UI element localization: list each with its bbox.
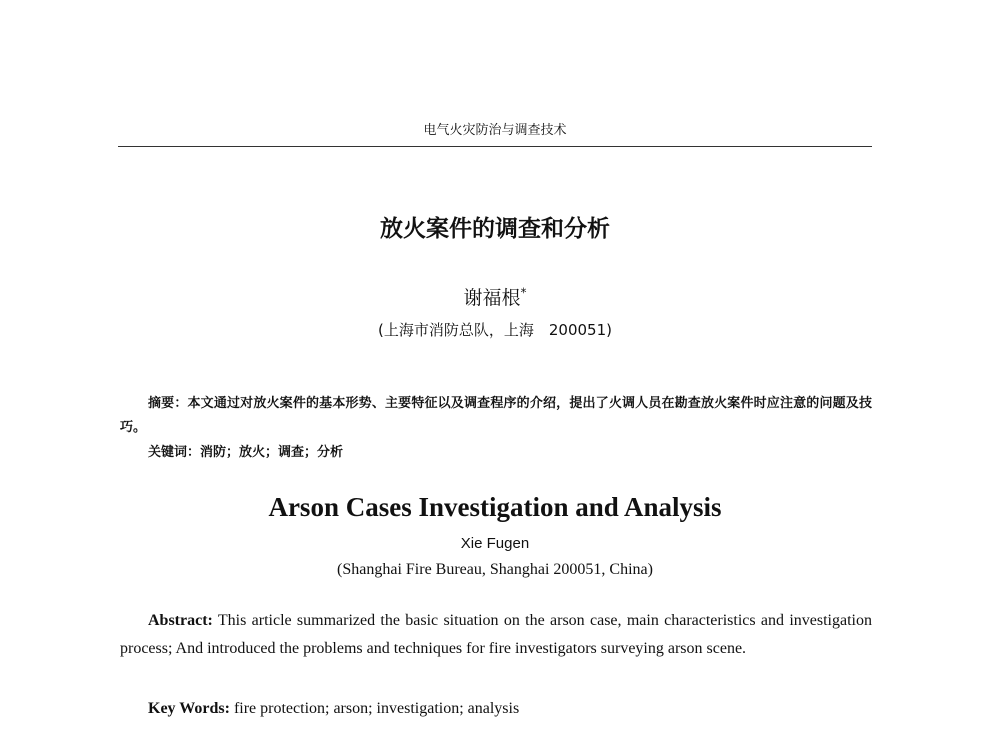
header-rule xyxy=(118,146,872,147)
keywords-english xyxy=(120,695,900,723)
abstract-label: 摘要： xyxy=(148,396,188,411)
abstract-text: This article summarized the basic situation on the arson case, main characteristics and investigation process; And introduced the problems and techniques for fire investigators surveying arson scene. xyxy=(120,612,872,657)
author-footnote-mark: * xyxy=(520,285,527,300)
abstract-text: 本文通过对放火案件的基本形势、主要特征以及调查程序的介绍，提出了火调人员在勘查放火案件时应注意的问题及技巧。 xyxy=(120,396,872,435)
keywords-label: Key Words: xyxy=(148,700,230,717)
keywords-text: fire protection; arson; investigation; analysis xyxy=(229,700,520,717)
title-chinese: 放火案件的调查和分析 xyxy=(380,216,610,242)
author-english: Xie Fugen xyxy=(460,535,530,552)
affiliation-english: (Shanghai Fire Bureau, Shanghai 200051, China) xyxy=(337,561,653,578)
running-head: 电气火灾防治与调查技术 xyxy=(423,123,567,138)
title-english: Arson Cases Investigation and Analysis xyxy=(268,492,722,522)
author-chinese xyxy=(0,283,990,310)
abstract-label: Abstract: xyxy=(148,612,213,629)
keywords-text: 消防；放火；调查；分析 xyxy=(200,445,344,460)
author-name: 谢福根 xyxy=(463,287,521,309)
abstract-english xyxy=(120,607,872,663)
keywords-chinese xyxy=(120,441,900,465)
affiliation-chinese: (上海市消防总队，上海 200051) xyxy=(378,321,612,339)
abstract-chinese xyxy=(120,392,872,440)
keywords-label: 关键词： xyxy=(148,445,201,460)
